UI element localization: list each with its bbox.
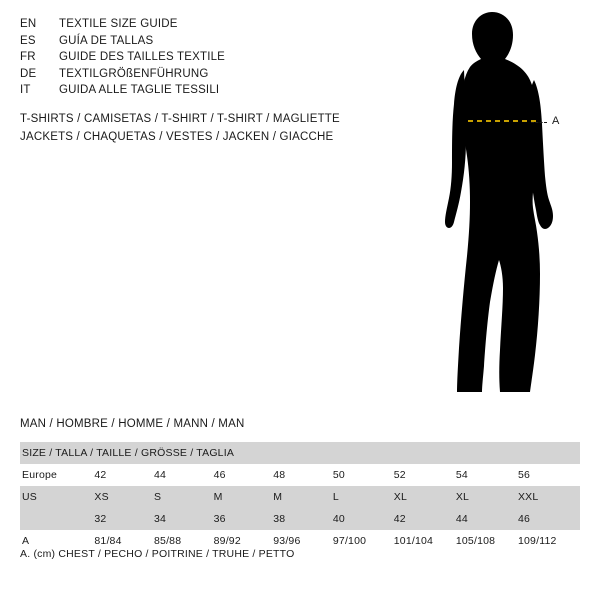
language-code: IT bbox=[20, 84, 31, 97]
language-title: GUIDE DES TAILLES TEXTILE bbox=[59, 51, 226, 64]
cell: 32 bbox=[94, 508, 154, 530]
language-code: DE bbox=[20, 67, 37, 80]
male-silhouette-figure bbox=[400, 10, 600, 400]
cell: M bbox=[273, 486, 333, 508]
language-row bbox=[20, 16, 390, 33]
language-row bbox=[20, 49, 390, 66]
measure-label-a: A bbox=[552, 115, 560, 127]
cell: 48 bbox=[273, 464, 333, 486]
language-title: GUÍA DE TALLAS bbox=[59, 34, 154, 47]
footnote: A. (cm) CHEST / PECHO / POITRINE / TRUHE / PETTO bbox=[20, 548, 295, 560]
cell: 40 bbox=[333, 508, 394, 530]
cell: XL bbox=[456, 486, 518, 508]
cell: 105/108 bbox=[456, 530, 518, 552]
cell: 81/84 bbox=[94, 530, 154, 552]
cell: S bbox=[154, 486, 214, 508]
cell: 36 bbox=[214, 508, 274, 530]
cell: XXL bbox=[518, 486, 580, 508]
language-title: TEXTILE SIZE GUIDE bbox=[59, 18, 178, 30]
language-code: ES bbox=[20, 34, 36, 47]
cell: 54 bbox=[456, 464, 518, 486]
row-label: A bbox=[20, 530, 94, 552]
table-row bbox=[20, 486, 580, 508]
table-header-row bbox=[20, 442, 580, 464]
language-row bbox=[20, 66, 390, 83]
category-line-tshirts: T-SHIRTS / CAMISETAS / T-SHIRT / T-SHIRT / MAGLIETTE bbox=[20, 113, 340, 125]
cell: M bbox=[214, 486, 274, 508]
language-row bbox=[20, 82, 390, 99]
table-row bbox=[20, 464, 580, 486]
cell: 42 bbox=[394, 508, 456, 530]
cell: 109/112 bbox=[518, 530, 580, 552]
cell: XS bbox=[94, 486, 154, 508]
table-title: MAN / HOMBRE / HOMME / MANN / MAN bbox=[20, 418, 245, 430]
cell: XL bbox=[394, 486, 456, 508]
row-label: US bbox=[20, 486, 94, 508]
cell: 97/100 bbox=[333, 530, 394, 552]
cell: 42 bbox=[94, 464, 154, 486]
cell: 52 bbox=[394, 464, 456, 486]
cell: 50 bbox=[333, 464, 394, 486]
cell: 89/92 bbox=[214, 530, 274, 552]
row-label bbox=[20, 508, 94, 530]
language-title: TEXTILGRÖßENFÜHRUNG bbox=[59, 67, 209, 80]
table-row bbox=[20, 508, 580, 530]
language-title: GUIDA ALLE TAGLIE TESSILI bbox=[59, 84, 220, 97]
category-block bbox=[20, 110, 400, 146]
category-line-jackets: JACKETS / CHAQUETAS / VESTES / JACKEN / GIACCHE bbox=[20, 131, 334, 143]
cell: L bbox=[333, 486, 394, 508]
silhouette-icon bbox=[400, 10, 600, 400]
measure-leader-line bbox=[531, 122, 547, 124]
cell: 85/88 bbox=[154, 530, 214, 552]
cell: 44 bbox=[456, 508, 518, 530]
cell: 101/104 bbox=[394, 530, 456, 552]
language-row bbox=[20, 33, 390, 50]
table-header-label: SIZE / TALLA / TAILLE / GRÖSSE / TAGLIA bbox=[20, 442, 580, 464]
language-header-block bbox=[20, 16, 390, 99]
row-label: Europe bbox=[20, 464, 94, 486]
cell: 93/96 bbox=[273, 530, 333, 552]
language-code: EN bbox=[20, 18, 37, 30]
cell: 46 bbox=[518, 508, 580, 530]
cell: 56 bbox=[518, 464, 580, 486]
cell: 44 bbox=[154, 464, 214, 486]
cell: 38 bbox=[273, 508, 333, 530]
language-code: FR bbox=[20, 51, 36, 64]
cell: 34 bbox=[154, 508, 214, 530]
size-table bbox=[20, 442, 580, 552]
cell: 46 bbox=[214, 464, 274, 486]
